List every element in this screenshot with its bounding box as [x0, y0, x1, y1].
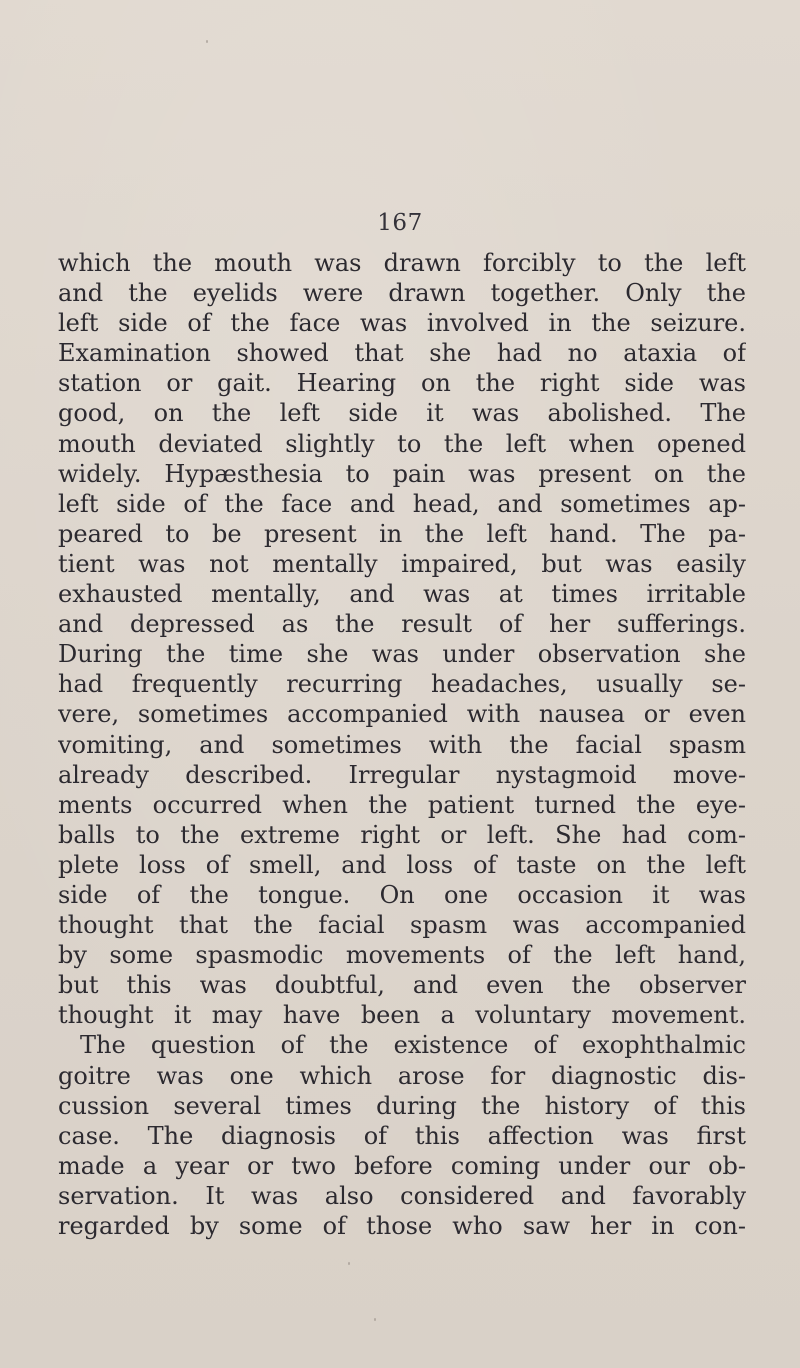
body-text	[58, 248, 746, 1241]
text-line: servation. It was also considered and favorably	[58, 1181, 746, 1210]
text-line: Examination showed that she had no ataxia of	[58, 339, 746, 368]
paper-speck	[348, 1262, 350, 1265]
text-line: tient was not mentally impaired, but was easily	[58, 549, 746, 578]
text-line: goitre was one which arose for diagnostic dis-	[58, 1061, 746, 1090]
text-line: regarded by some of those who saw her in con-	[58, 1212, 746, 1240]
text-line: cussion several times during the history of this	[58, 1091, 746, 1120]
text-line: thought it may have been a voluntary movement.	[58, 1001, 746, 1030]
text-line: left side of the face was involved in the seizure.	[58, 309, 746, 338]
text-line: had frequently recurring headaches, usually se-	[58, 670, 746, 699]
text-line: case. The diagnosis of this affection was first	[58, 1121, 746, 1150]
text-line: left side of the face and head, and sometimes ap-	[58, 489, 746, 518]
text-line: vomiting, and sometimes with the facial spasm	[58, 730, 746, 759]
text-line: balls to the extreme right or left. She had com-	[58, 820, 746, 849]
text-line: and depressed as the result of her sufferings.	[58, 610, 746, 639]
text-line: which the mouth was drawn forcibly to the left	[58, 249, 746, 277]
text-line: thought that the facial spasm was accompanied	[58, 911, 746, 940]
text-line: vere, sometimes accompanied with nausea or even	[58, 700, 746, 729]
text-line: good, on the left side it was abolished. The	[58, 399, 746, 428]
text-line: station or gait. Hearing on the right side was	[58, 369, 746, 398]
text-line: widely. Hypæsthesia to pain was present on the	[58, 459, 746, 488]
text-line: mouth deviated slightly to the left when opened	[58, 429, 746, 458]
paper-speck	[374, 1318, 376, 1321]
text-line: peared to be present in the left hand. The pa-	[58, 519, 746, 548]
text-line: ments occurred when the patient turned the eye-	[58, 790, 746, 819]
paper-speck	[206, 40, 208, 43]
text-line: plete loss of smell, and loss of taste on the left	[58, 850, 746, 879]
text-line: but this was doubtful, and even the observer	[58, 971, 746, 1000]
text-line: and the eyelids were drawn together. Only the	[58, 279, 746, 308]
text-line: made a year or two before coming under our ob-	[58, 1151, 746, 1180]
text-line: side of the tongue. On one occasion it was	[58, 880, 746, 909]
text-line: by some spasmodic movements of the left hand,	[58, 941, 746, 970]
text-line: exhausted mentally, and was at times irritable	[58, 580, 746, 609]
text-line: already described. Irregular nystagmoid move-	[58, 760, 746, 789]
paragraph-first-line: The question of the existence of exophthalmic	[80, 1031, 746, 1060]
text-line: During the time she was under observation she	[58, 640, 746, 669]
page-number: 167	[377, 210, 423, 236]
